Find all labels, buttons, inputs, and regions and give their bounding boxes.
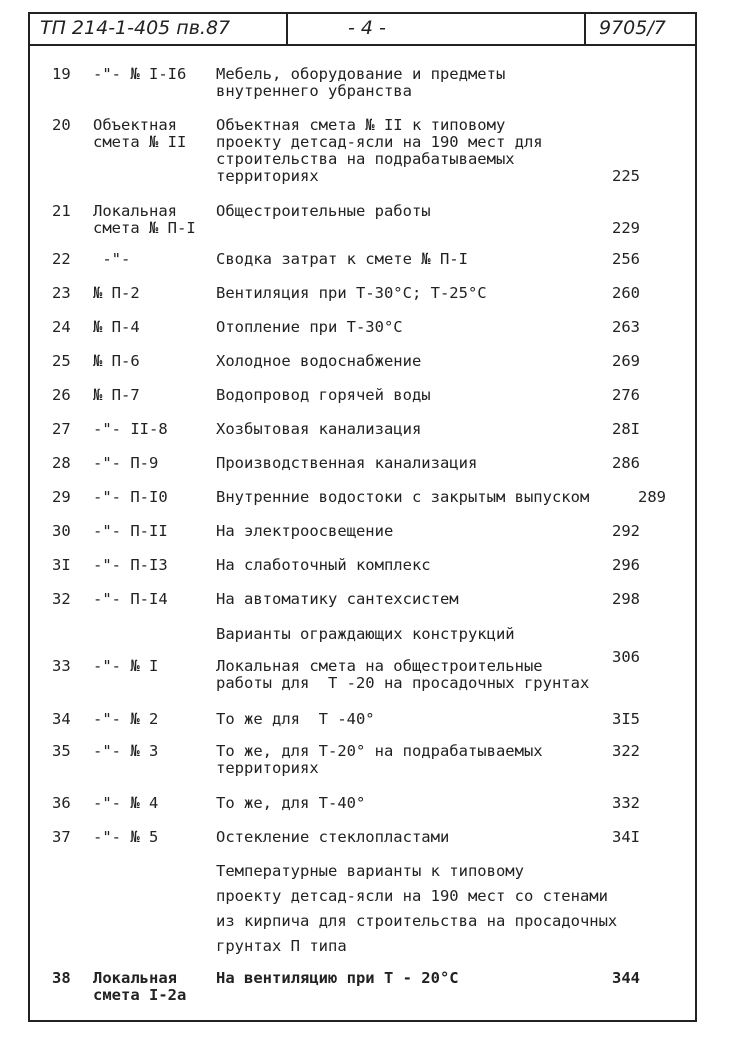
estimate-code: № П-6	[93, 352, 140, 370]
entry-description: Производственная канализация	[216, 454, 478, 472]
entry-description: Вентиляция при Т-30°С; Т-25°С	[216, 284, 487, 302]
estimate-code: Локальная смета № П-I	[93, 202, 196, 237]
page-number: - 4 -	[348, 17, 386, 39]
estimate-code: Объектная смета № II	[93, 116, 187, 151]
page-reference: 34I	[612, 828, 640, 846]
estimate-code: -"- № I-I6	[93, 65, 187, 83]
estimate-code: № П-7	[93, 386, 140, 404]
page-reference: 344	[612, 969, 640, 987]
entry-number: 38	[52, 969, 71, 987]
page-reference: 332	[612, 794, 640, 812]
estimate-code: Локальная смета I-2а	[93, 969, 187, 1004]
entry-description: Мебель, оборудование и предметы внутреннего убранства	[216, 65, 506, 100]
entry-number: 22	[52, 250, 71, 268]
estimate-code: -"- П-II	[93, 522, 168, 540]
doc-code: ТП 214-1-405 пв.87	[40, 17, 231, 39]
entry-number: 25	[52, 352, 71, 370]
estimate-code: -"- № 5	[93, 828, 159, 846]
page-reference: 286	[612, 454, 640, 472]
title-divider	[286, 12, 288, 44]
entry-description: На электроосвещение	[216, 522, 394, 540]
entry-description: На вентиляцию при Т - 20°С	[216, 969, 459, 987]
estimate-code: -"- № I	[93, 657, 159, 675]
section-heading-variants: Варианты ограждающих конструкций	[216, 625, 515, 643]
entry-number: 36	[52, 794, 71, 812]
estimate-code: -"- II-8	[93, 420, 168, 438]
estimate-code: № П-2	[93, 284, 140, 302]
entry-description: Холодное водоснабжение	[216, 352, 422, 370]
entry-number: 19	[52, 65, 71, 83]
entry-description: То же для Т -40°	[216, 710, 375, 728]
estimate-code: № П-4	[93, 318, 140, 336]
title-block	[28, 12, 697, 46]
entry-description: То же, для Т-20° на подрабатываемых территориях	[216, 742, 543, 777]
entry-description: Отопление при Т-30°С	[216, 318, 403, 336]
entry-number: 37	[52, 828, 71, 846]
page-reference: 3I5	[612, 710, 640, 728]
entry-number: 32	[52, 590, 71, 608]
page-reference: 306	[612, 648, 640, 666]
entry-number: 3I	[52, 556, 71, 574]
entry-description: Хозбытовая канализация	[216, 420, 422, 438]
entry-number: 33	[52, 657, 71, 675]
page-reference: 256	[612, 250, 640, 268]
entry-description: То же, для Т-40°	[216, 794, 366, 812]
entry-description: Общестроительные работы	[216, 202, 431, 220]
page-reference: 225	[612, 167, 640, 185]
section-heading-temperature: Температурные варианты к типовому проекту детсад-ясли на 190 мест со стенами из кирпича для строительства на просадочных грунтах П типа	[216, 862, 618, 955]
page-reference: 260	[612, 284, 640, 302]
entry-description: Сводка затрат к смете № П-I	[216, 250, 468, 268]
entry-number: 23	[52, 284, 71, 302]
page-reference: 322	[612, 742, 640, 760]
entry-number: 35	[52, 742, 71, 760]
estimate-code: -"- № 4	[93, 794, 159, 812]
page-reference: 229	[612, 219, 640, 237]
entry-number: 24	[52, 318, 71, 336]
estimate-code: -"- П-9	[93, 454, 159, 472]
entry-number: 29	[52, 488, 71, 506]
entry-description: Объектная смета № II к типовому проекту детсад-ясли на 190 мест для строительства на подрабатываемых территориях	[216, 116, 543, 185]
entry-number: 20	[52, 116, 71, 134]
estimate-code: -"- № 2	[93, 710, 159, 728]
entry-description: На слаботочный комплекс	[216, 556, 431, 574]
entry-number: 30	[52, 522, 71, 540]
entry-number: 21	[52, 202, 71, 220]
estimate-code: -"- П-I3	[93, 556, 168, 574]
page-reference: 292	[612, 522, 640, 540]
entry-number: 27	[52, 420, 71, 438]
page-reference: 276	[612, 386, 640, 404]
page-reference: 28I	[612, 420, 640, 438]
estimate-code: -"- П-I0	[93, 488, 168, 506]
entry-description: На автоматику сантехсистем	[216, 590, 459, 608]
entry-description: Внутренние водостоки с закрытым выпуском	[216, 488, 590, 506]
entry-number: 26	[52, 386, 71, 404]
page-reference: 263	[612, 318, 640, 336]
page-reference: 298	[612, 590, 640, 608]
page-reference: 269	[612, 352, 640, 370]
page-reference: 296	[612, 556, 640, 574]
estimate-code: -"- № 3	[93, 742, 159, 760]
title-divider	[584, 12, 586, 44]
page-reference: 289	[638, 488, 666, 506]
entry-number: 34	[52, 710, 71, 728]
sheet-number: 9705/7	[599, 17, 666, 39]
entry-description: Водопровод горячей воды	[216, 386, 431, 404]
entry-description: Локальная смета на общестроительные работы для Т -20 на просадочных грунтах	[216, 657, 590, 692]
estimate-code: -"- П-I4	[93, 590, 168, 608]
entry-description: Остекление стеклопластами	[216, 828, 450, 846]
entry-number: 28	[52, 454, 71, 472]
estimate-code: -"-	[93, 250, 131, 268]
